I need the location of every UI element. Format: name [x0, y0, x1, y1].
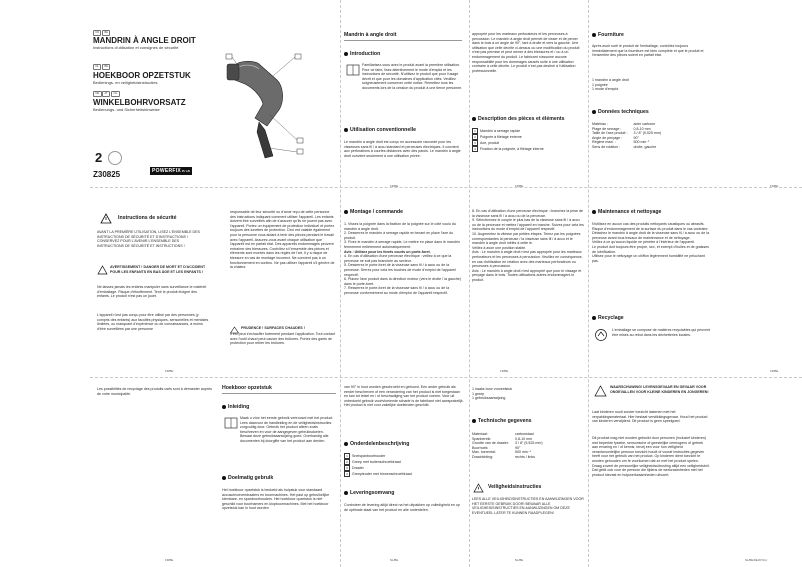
- section-bullet-icon: [344, 442, 348, 446]
- page-footer-fr-2: FR/BE: [515, 184, 524, 188]
- part-item: 3 Draaier: [344, 465, 464, 471]
- nl-parts-title-text: Onderdelenbeschrijving: [350, 441, 410, 447]
- step-item: 9. Sélectionnez le couple le plus bas de la visseuse sans fil / à accu ou de la perceuse et mettez l'appareil en marche. Suivez pour cela les instructions du mode d'emploi de l'appareil respectif.: [472, 218, 584, 232]
- fr-mount-title: [344, 209, 403, 215]
- maint-item: Utilisez pour le nettoyage un chiffon légèrement humidifié ne peluchant pas.: [592, 254, 705, 263]
- fr-tech-title: [592, 109, 649, 115]
- tech-row: Spanbereik: 0,8-10 mm: [472, 436, 533, 441]
- tech-row: Draairichting: rechts / links: [472, 454, 535, 459]
- flag-fr: FR: [93, 30, 101, 36]
- part-item: 2 Greep met buitenschroefdraad: [344, 459, 464, 465]
- nl-usage-text: Het hoekboor opzetstuk is bedoeld als hulpstuk voor standaard accuschroevendraaiers en boormachines. Het past op gebruikelijke klembare- en spanboorhouders. Het hoekboor opzetstuk is niet geschikt voor boorhamers en klopboormachines. Met het hoekboor opzetstuk kan in hout worden: [222, 488, 330, 511]
- fr-parts-title-text: Description des pièces et éléments: [478, 116, 565, 122]
- book-icon: [346, 63, 360, 77]
- step-item: 8. En cas d'utilisation d'une perceuse électrique : branchez la prise de la visseuse sans fil / à accu ou de la perceuse.: [472, 209, 584, 218]
- nl-usage-title-text: Doelmatig gebruik: [228, 475, 274, 481]
- tech-row: Grootte van de draaier: 3 / 8" (9,525 mm): [472, 441, 543, 446]
- fr-prudence-text: Il est peut s'échauffer fortement pendant l'application. Tout contact avec l'outil chaud peut causer des brûlures. Portez des gants de protection pour retirer les brûlures.: [230, 332, 336, 346]
- section-bullet-icon: [344, 491, 348, 495]
- fold-line-horizontal-2: [90, 377, 802, 378]
- tech-row: Régime maxi. : 500 min⁻¹: [592, 140, 650, 145]
- part-item: 4 Fixation de la poignée, à filetage interne: [472, 146, 584, 152]
- fold-line-vertical-1: [340, 0, 341, 567]
- step-item: 10. Augmentez la vitesse par petites étapes. Tenez par les poignées correspondantes la perceuse / la visseuse sans fil / à accu et le mandrin à angle droit mêlés à cette le.: [472, 231, 581, 246]
- fr-parts-title: [472, 116, 565, 122]
- part-item: 2 Poignée à filetage externe: [472, 134, 584, 140]
- fold-line-horizontal-1: [90, 187, 802, 188]
- fr-intro-title-text: Introduction: [350, 51, 381, 57]
- nl-scope-title: [344, 490, 394, 496]
- fr-recycle-title-text: Recyclage: [598, 315, 624, 321]
- flag-ch: CH: [111, 91, 120, 97]
- section-bullet-icon: [222, 476, 226, 480]
- fr-usage-text: Le mandrin à angle droit est conçu en accessoire raccordé pour les visseuses sans fil / à accu standard et perceuses électriques. Il convient aux perforations à courtes distances avec des parois. Le mandrin à angle droit convient seulement à une utilisation privée.: [344, 140, 461, 158]
- section-bullet-icon: [344, 52, 348, 56]
- nl-supply-items: [472, 387, 512, 401]
- fr-recycle-continued: Les possibilités de recyclage des produits usés sont à demander auprès de votre municipalité.: [97, 387, 212, 396]
- nl-intro-title-text: Inleiding: [228, 404, 250, 410]
- fr-parts-list: [472, 128, 584, 152]
- fold-line-vertical-2: [469, 0, 470, 567]
- supply-item: 1 mandrin à angle droit: [592, 78, 629, 82]
- page-footer-fr-1: FR/BE: [390, 184, 399, 188]
- nl-parts-title: [344, 441, 409, 447]
- tech-row: Matériau : acier carbone: [592, 122, 656, 126]
- maint-item: Le produit doit toujours être propre, sec, et exempt d'huiles et de graisses de lubrification.: [592, 244, 709, 254]
- nl-scope-text: Controleer de levering altijd direct na het uitpakken op volledigheid en op de optimale staat van het product en alle onderdelen.: [344, 503, 460, 512]
- maint-item: Détachez le mandrin à angle droit de la visseuse sans fil / à accu ou de la perceuse avant tous travaux de maintenance et de nettoyage.: [592, 231, 710, 240]
- heading-rule: [344, 40, 462, 41]
- page-footer-fr-4: FR/BE: [165, 369, 174, 373]
- nl-parts-list: [344, 453, 464, 477]
- section-bullet-icon: [344, 210, 348, 214]
- fr-usage-title-text: Utilisation conventionnelle: [350, 127, 417, 133]
- nl-usage-continued: van 90° in hout worden geschroefd en geboord. Een ander gebruik als eerder beschreven of een verandering van het product is niet toegestaan en kan tot letsel en / of beschadiging van het product voeren. Voor uit onbedoeld gebruik voortvloeiende schade is de fabrikant niet aansprakelijk. Het product is niet voor zakelijke doeleinden geschikt.: [344, 385, 464, 408]
- step-item: 6. Placez l'axe produit dans la direction moteur (vers le droite / la gauche) dans le porte-foret.: [344, 277, 461, 286]
- part-item: 1 Snelspanboorhouder: [344, 453, 464, 459]
- fr-steps-a: [344, 222, 464, 296]
- section-bullet-icon: [472, 419, 476, 423]
- fr-warn-text: Ne laissez jamais les enfants manipuler sans surveillance le matériel d'emballage. Risque d'étouffement. Tenir le produit éloigné des enfants. Le produit n'est pas un jouet.: [97, 285, 207, 299]
- step-note: Avis : Utilisez pour les forets courts un porte-foret.: [344, 249, 431, 254]
- fr-safety-title: Instructions de sécurité: [118, 215, 177, 221]
- product-illustration: [225, 52, 305, 162]
- callout-box-4: [297, 149, 303, 154]
- fr-supply-text: Après avoir sorti le produit de l'emballage, contrôlez toujours immédiatement que la fourniture est bien complète et que le produit et l'ensemble des pièces soient en parfait état.: [592, 44, 704, 58]
- fr-steps-b: [472, 209, 584, 283]
- cover-subtitle-de: Bedienungs- und Sicherheitshinweise: [93, 107, 160, 112]
- step-item: 3. Fixez le mandrin à serrage rapide. Le mettre en place dans le mandrin fermement entièrement automatiquement.: [344, 240, 460, 249]
- step-item: 5. Desserrez le porte-foret de la visseuse sans fil / à accu ou de la perceuse. Serrez pour cela les touches de mode d'emploi de l'appareil respectif.: [344, 263, 456, 277]
- callout-line-1: [232, 57, 237, 64]
- cover-title-fr: MANDRIN À ANGLE DROIT: [93, 36, 196, 45]
- tech-row: Angle de perçage : 90°: [592, 135, 639, 140]
- child-warning-icon: [97, 265, 108, 275]
- step-item: 4. En cas d'utilisation d'une perceuse électrique : veillez à ce que la perceuse ne soit pas branchée au secteur.: [344, 254, 452, 263]
- section-bullet-icon: [592, 110, 596, 114]
- step-item: Veillez à avoir une position stable.: [472, 245, 527, 250]
- chuck-shape: [227, 64, 239, 80]
- page-footer-fr-3: FR/BE: [770, 184, 779, 188]
- fr-maint-list: [592, 222, 710, 263]
- fr-tech-table: [592, 122, 667, 150]
- tech-row: Taille de l'axe produit : 3 / 8" (9,525 mm): [592, 131, 662, 136]
- fr-intro-text: Familiarisez-vous avec le produit avant la première utilisation. Pour ce faire, lisez attentivement le mode d'emploi et les instructions de sécurité. N'utilisez le produit que pour l'usage décrit et que pour les domaines d'application cités. Veuillez soigneusement conserver cette notice. Remettez tous les documents lors de la cession du produit à une tierce personne.: [362, 63, 463, 90]
- part-item: 4 Greepleuder met binnenschroefdraad: [344, 471, 464, 477]
- section-bullet-icon: [592, 33, 596, 37]
- callout-box-2: [295, 54, 301, 59]
- warning-triangle-icon: [473, 483, 484, 493]
- fr-warn-label: AVERTISSEMENT ! DANGER DE MORT ET D'ACCIDENT POUR LES ENFANTS EN BAS ÂGE ET LES ENFANTS !: [110, 265, 206, 274]
- part-item: 1 Mandrin à serrage rapide: [472, 128, 584, 134]
- nl-tech-title-text: Technische gegevens: [478, 418, 532, 424]
- supply-item: 1 haaks boor voorzetstuk: [472, 387, 513, 391]
- brand-name: POWERFIX: [152, 168, 182, 174]
- flag-de: DE: [93, 91, 102, 97]
- handle-shape: [257, 122, 273, 158]
- fr-maint-title: [592, 209, 661, 215]
- page-footer-fr-7: FR/BE: [165, 558, 174, 562]
- nl-tech-table: [472, 432, 549, 460]
- flag-be: BE: [102, 30, 110, 36]
- brand-logo: [150, 167, 192, 175]
- page-footer-fr-5: FR/BE: [500, 369, 509, 373]
- page-footer-fr-6: FR/BE: [770, 369, 779, 373]
- tech-row: Boorhoek: 90°: [472, 445, 521, 450]
- nl-usage-title: [222, 475, 273, 481]
- fr-page-heading: Mandrin à angle droit: [344, 32, 397, 38]
- supply-item: 1 mode d'emploi: [592, 87, 619, 92]
- child-warning-icon: [594, 385, 607, 397]
- fr-intro-title: [344, 51, 380, 57]
- warning-triangle-icon: [100, 213, 112, 224]
- nl-warn-text: Laat kinderen nooit zonder toezicht lastenen met het verpakkingsmateriaal. Hier bestaat verstikkingsgevaar. Houd het product van kinderen verwijderd. Dit product is geen speelgoed.: [592, 410, 708, 424]
- nl-safety-caps: LEES ALLE VEILIGHEIDSINSTRUCTIES EN AANWIJZINGEN VOOR HET EERSTE GEBRUIK DOOR! BEWAAR ALLE VEILIGHEIDSINSTRUCTIES EN AANWIJZINGEN OM DEZE EVENTUEEL LATER TE KUNNEN RAADPLEGEN!: [472, 497, 584, 515]
- warn-item: Draag zoveel de persoonlijke veiligheidsuitrusting altijd een veiligheidsbril. Dat geldt ook voor de persoon die tijdens de werkzaamheden met het product stevast en hulpwerkzaamheden uitvoert.: [592, 463, 710, 477]
- fr-supply-title-text: Fourniture: [598, 32, 624, 38]
- fr-usage-continued: approprié pour les marteaux perforateurs et les perceuses à percussion. Le mandrin à angle droit permet de visser et de percer dans le bois à un angle de 90°, tant à droite et vers la gauche. Une utilisation que celle décrite ci-dessus ou une modification du produit n'est pas permise et peut mener à des blessures et / ou à un endommagement du produit. Le fabricant n'assume aucune responsabilité pour les dommages causés suite à une utilisation contraire à celle décrite. Le produit n'est pas destiné à l'utilisation professionnelle.: [472, 32, 580, 73]
- page-footer-nl-1: NL/BE: [390, 558, 399, 562]
- section-bullet-icon: [472, 117, 476, 121]
- tech-row: Max. toerental: 500 min⁻¹: [472, 450, 531, 455]
- flag-at: AT: [102, 91, 110, 97]
- cover-subtitle-nl: Bedienings- en veiligheidsinstructies: [93, 80, 158, 85]
- step-note: Avis : Le mandrin à angle droit n'est approprié que pour le vissage et perçage dans le bois. Toutes utilisations autres endommagent le produit.: [472, 268, 582, 282]
- brand-sub: Profi: [182, 169, 191, 173]
- maint-item: Veillez à ce qu'aucun liquide ne pénètre à l'intérieur de l'appareil.: [592, 240, 695, 245]
- callout-box-3: [297, 138, 303, 143]
- nl-intro-title: [222, 404, 249, 410]
- tech-row: Materiaal: carbonstaal: [472, 432, 534, 436]
- supply-item: 1 gebruiksaanwijzing: [472, 396, 506, 401]
- fr-safety-caps: AVANT LA PREMIÈRE UTILISATION, LISEZ L'ENSEMBLE DES INSTRUCTIONS DE SÉCURITÉ ET D'INSTRUCTIONS ! CONSERVEZ POUR L'AVENIR L'ENSEMBLE DES INSTRUCTIONS DE SÉCURITÉ ET INSTRUCTIONS !: [97, 230, 200, 248]
- fr-maint-title-text: Maintenance et nettoyage: [598, 209, 662, 215]
- nl-intro-text: Maak u vóór het eerste gebruik vertrouwd met het product. Lees daarvoor de handleiding en de veiligheidsinstructies zorgvuldig door. Gebruik het product alleen zoals beschreven en voor de aangegeven gebruiksdoelen. Bewaar deze gebruiksaanwijzing goed. Overhandig alle documenten bij doorgifte van het product aan derden.: [240, 416, 334, 443]
- nl-warn-items: [592, 436, 710, 477]
- fr-safety-continued: responsable de leur sécurité ou d'avoir reçu de cette personne des instructions indiquant comment utiliser l'appareil. Les enfants doivent être surveillés afin de s'assurer qu'ils ne jouent pas avec l'appareil. Portez un équipement de protection individuel et portez toujours des lunettes de protection. Ceci est valable également pour la personne vous aidant à tenir des pièces pendant le travail avec l'appareil. Assurez-vous avant chaque utilisation que l'appareil est en parfait état. Des appareils endommagés peuvent entraîner des blessures. Contrôlez si l'ensemble des pièces et éléments sont montés dans les règles de l'art. Il y a risque de blessure en cas de montage incorrect. Ne convient pas à un fonctionnement en continu. Ne pas utiliser l'appareil s'il génère de la chaleur.: [230, 210, 335, 270]
- nl-page-heading: Hoekboor opzetstuk: [222, 385, 272, 391]
- supply-item: 1 greep: [472, 391, 485, 396]
- nl-scope-title-text: Leveringsomvang: [350, 490, 395, 496]
- callout-line-2: [273, 57, 295, 76]
- section-bullet-icon: [592, 316, 596, 320]
- fr-supply-items: [592, 78, 629, 92]
- fr-warn-text-2: L'appareil n'est pas conçu pour être utilisé par des personnes (y compris des enfants) aux facultés physiques, sensorielles et mentales limitées, ou manquant d'expérience ou de connaissances, à moins d'être surveillées par une personne: [97, 313, 209, 331]
- fr-prudence-label: PRUDENCE ! SURFACES CHAUDES !: [241, 326, 305, 330]
- language-circle-icon: [108, 151, 122, 165]
- book-icon: [224, 416, 238, 430]
- callout-line-4: [269, 148, 297, 152]
- flag-be-2: BE: [102, 64, 110, 70]
- model-number: 2: [95, 150, 103, 165]
- flag-nl: NL: [93, 64, 101, 70]
- nl-warn-label: WAARSCHUWING! LEVENSGEVAAR EN GEVAAR VOOR ONGEVALLEN VOOR KLEINE KINDEREN EN JONGEREN!: [610, 385, 709, 394]
- nl-safety-title: Veiligheidsinstructies: [488, 484, 542, 490]
- callout-box-1: [226, 54, 232, 59]
- page-footer-nl-3: NL/BE/DE/AT/CH: [745, 558, 767, 562]
- tech-row: Plage de serrage : 0,8-10 mm: [592, 126, 651, 131]
- fr-recycle-text: L'emballage se compose de matières recyclables qui peuvent être mises au rebut dans les déchetteries locales.: [612, 328, 710, 337]
- fold-line-vertical-3: [588, 0, 589, 567]
- supply-item: 1 poignée: [592, 82, 608, 87]
- ian-number: Z30825: [93, 170, 121, 179]
- step-item: 2. Desserrez le mandrin à serrage rapide en tenant en place l'axe du produit.: [344, 231, 454, 240]
- fr-supply-title: [592, 32, 624, 38]
- fr-usage-title: [344, 127, 416, 133]
- recycle-icon: [594, 328, 608, 342]
- page-footer-nl-2: NL/BE: [515, 558, 524, 562]
- maint-item: N'utilisez en aucun cas des produits nettoyants caustiques ou abrasifs. Risque d'endommagement de la surface du produit dans le cas contraire.: [592, 222, 709, 231]
- fr-recycle-title: [592, 315, 624, 321]
- heading-rule: [222, 393, 336, 394]
- nl-tech-title: [472, 418, 532, 424]
- callout-line-3: [269, 114, 297, 140]
- section-bullet-icon: [222, 405, 226, 409]
- step-item: 7. Resserrez le porte-foret de la visseuse sans fil / à accu ou de la perceuse conformément au mode d'emploi de l'appareil respectif.: [344, 286, 450, 295]
- tech-row: Sens de rotation : droite, gauche: [592, 144, 657, 149]
- section-bullet-icon: [344, 128, 348, 132]
- step-note: Avis : Le mandrin à angle droit n'est pas approprié pour les marteaux perforateurs et les perceuses à percussion. Veuillez en conséquence, en cas d'utilisation en relation avec des marteaux perforateurs ou perceuses à percussion.: [472, 250, 583, 269]
- fr-tech-title-text: Données techniques: [598, 109, 649, 115]
- cover-title-nl: HOEKBOOR OPZETSTUK: [93, 71, 191, 80]
- part-item: 3 Axe, produit: [472, 140, 584, 146]
- section-bullet-icon: [592, 210, 596, 214]
- warn-item: Dit product mag niet worden gebruikt door personen (inclusief kinderen) met beperkte fysieke, sensorische of geestelijke vermogens of gebrek aan ervaring en / of kennis, tenzij een voor hun veiligheid verantwoordelijke persoon toezicht houdt of vooraf instructies gegeven heeft voor het gebruik van het product. Op kinderen dient toezicht te worden gehouden om te voorkomen dat ze met het product spelen.: [592, 436, 707, 463]
- step-item: 1. Vissez la poignée dans la fixation de la poignée sur le côté voulu du mandrin à angle droit.: [344, 222, 456, 231]
- fr-mount-title-text: Montage / commande: [350, 209, 404, 215]
- angle-head-body: [235, 61, 283, 126]
- cover-subtitle-fr: Instructions d'utilisation et consignes de sécurité: [93, 45, 179, 50]
- cover-title-de: WINKELBOHRVORSATZ: [93, 98, 186, 107]
